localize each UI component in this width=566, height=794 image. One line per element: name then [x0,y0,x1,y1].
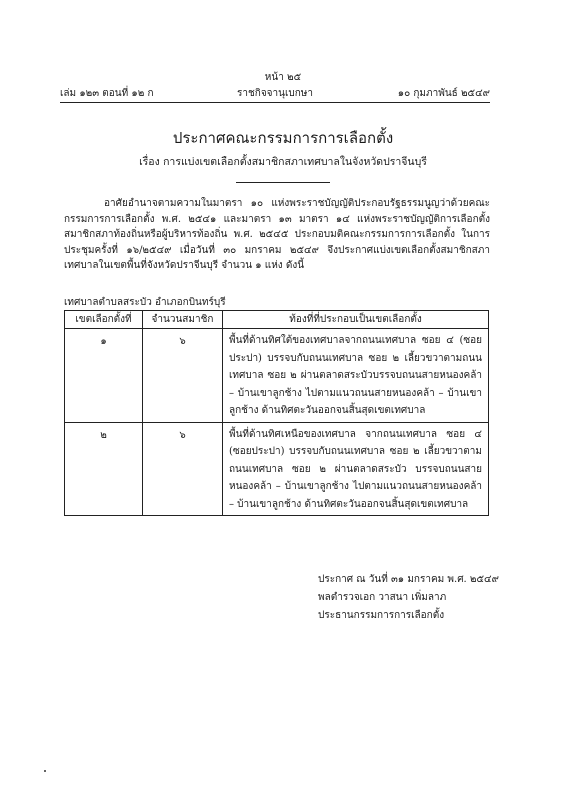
announcement-title: ประกาศคณะกรรมการการเลือกตั้ง [172,129,394,147]
table-row [65,329,489,423]
member-count: ๖ [143,329,223,423]
signatory-position: ประธานกรรมการการเลือกตั้ง [318,610,445,621]
district-number: ๑ [65,329,143,423]
publication-date: ๑๐ กุมภาพันธ์ ๒๕๔๙ [397,88,490,99]
column-header-members: จำนวนสมาชิก [143,311,223,329]
gazette-name: ราชกิจจานุเบกษา [236,88,314,99]
signatory-name: พลตำรวจเอก วาสนา เพิ่มลาภ [318,592,447,603]
municipality-heading: เทศบาลตำบลสระบัว อำเภอกบินทร์บุรี [64,297,226,308]
page-number: หน้า ๒๕ [264,72,302,83]
district-table [64,310,489,516]
announcement-subject: เรื่อง การแบ่งเขตเลือกตั้งสมาชิกสภาเทศบาลในจังหวัดปราจีนบุรี [139,156,427,168]
column-header-district: เขตเลือกตั้งที่ [65,311,143,329]
gazette-header [60,86,490,100]
page-speck [44,770,46,772]
table-header-row [65,311,489,329]
title-rule [236,182,330,183]
table-row [65,422,489,516]
district-area: พื้นที่ด้านทิศเหนือของเทศบาล จากถนนเทศบาล ซอย ๔ (ซอยประปา) บรรจบกับถนนเทศบาล ซอย ๒ เลี้ยวขวาตามถนนเทศบาล ซอย ๒ ผ่านตลาดสระบัว บรรจบถนนสายหนองคล้า – บ้านเขาลูกช้าง ไปตามแนวถนนสายหนองคล้า – บ้านเขาลูกช้าง ด้านทิศตะวันออกจนสิ้นสุดเขตเทศบาล [223,422,489,516]
district-area: พื้นที่ด้านทิศใต้ของเทศบาลจากถนนเทศบาล ซอย ๔ (ซอยประปา) บรรจบกับถนนเทศบาล ซอย ๒ เลี้ยวขวาตามถนนเทศบาล ซอย ๒ ผ่านตลาดสระบัวบรรจบถนนสายหนองคล้า – บ้านเขาลูกช้าง ไปตามแนวถนนสายหนองคล้า – บ้านเขาลูกช้าง ด้านทิศตะวันออกจนสิ้นสุดเขตเทศบาล [223,329,489,423]
member-count: ๖ [143,422,223,516]
header-divider [60,102,490,103]
column-header-area: ท้องที่ที่ประกอบเป็นเขตเลือกตั้ง [223,311,489,329]
volume-info: เล่ม ๑๒๓ ตอนที่ ๑๒ ก [60,88,154,99]
signature-date: ประกาศ ณ วันที่ ๓๑ มกราคม พ.ศ. ๒๕๔๙ [318,574,499,585]
announcement-body: อาศัยอำนาจตามความในมาตรา ๑๐ แห่งพระราชบัญญัติประกอบรัฐธรรมนูญว่าด้วยคณะกรรมการการเลือกตั้ง พ.ศ. ๒๕๔๑ และมาตรา ๑๓ มาตรา ๑๔ แห่งพระราชบัญญัติการเลือกตั้งสมาชิกสภาท้องถิ่นหรือผู้บริหารท้องถิ่น พ.ศ. ๒๕๔๕ ประกอบมติคณะกรรมการการเลือกตั้ง ในการประชุมครั้งที่ ๑๖/๒๕๔๙ เมื่อวันที่ ๓๐ มกราคม ๒๕๔๙ จึงประกาศแบ่งเขตเลือกตั้งสมาชิกสภาเทศบาลในเขตพื้นที่จังหวัดปราจีนบุรี จำนวน ๑ แห่ง ดังนี้ [64,198,490,271]
district-number: ๒ [65,422,143,516]
